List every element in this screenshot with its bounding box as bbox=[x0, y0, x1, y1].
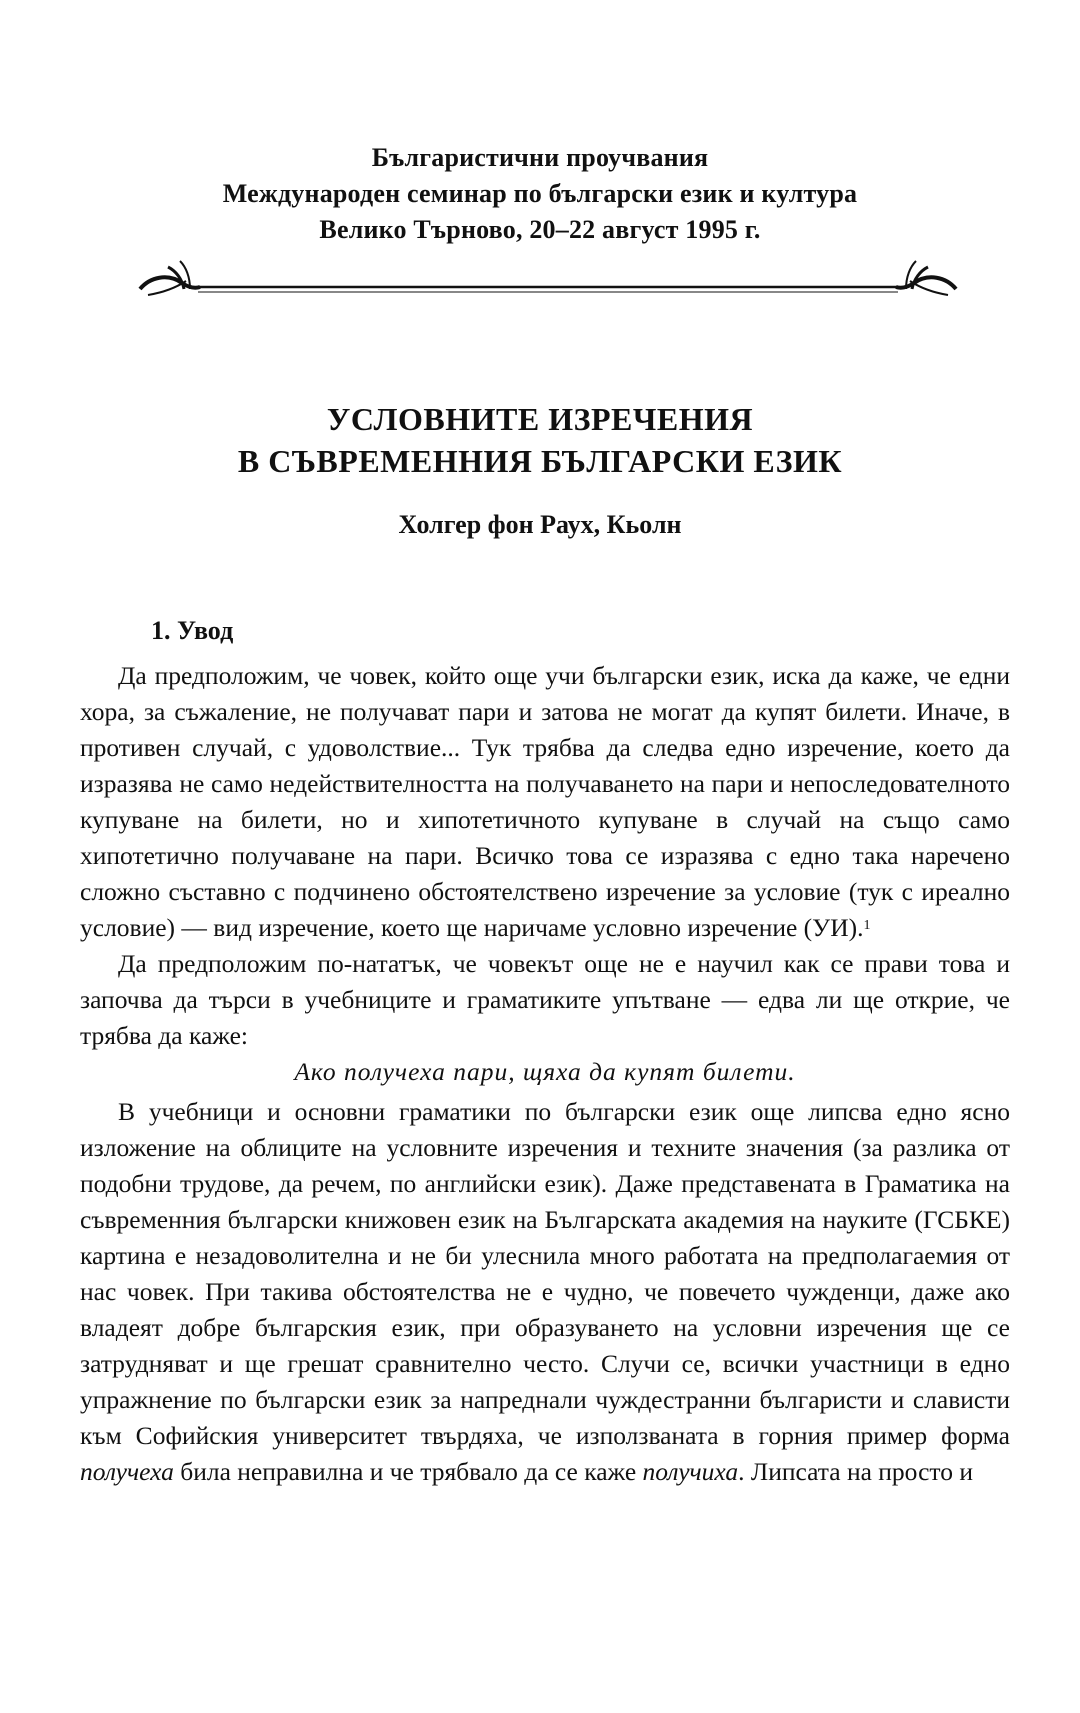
example-sentence: Ако получеха пари, щяха да купят билети. bbox=[294, 1057, 796, 1086]
title-line-2: В СЪВРЕМЕННИЯ БЪЛГАРСКИ ЕЗИК bbox=[237, 443, 843, 479]
example-form-2: получиха bbox=[642, 1457, 739, 1486]
paragraph-2: Да предположим по-нататък, че човекът още не е научил как се прави това и започва да търси в учебниците и граматиките упътване — едва ли ще открие, че трябва да каже: bbox=[80, 949, 1010, 1050]
title-line-1: УСЛОВНИТЕ ИЗРЕЧЕНИЯ bbox=[326, 401, 754, 437]
footnote-ref[interactable]: 1 bbox=[863, 918, 871, 933]
paragraph-3-text-a: В учебници и основни граматики по български език още липсва едно ясно изложение на облиците на условните изречения и техните значения (за разлика от подобни трудове, да речем, по английски език). Даже представената в Граматика на съвременния български книжовен език на Българската академия на науките (ГСБКЕ) картина е незадоволителна и не би улеснила много работата на предполагаемия от нас човек. При такива обстоятелства не е чудно, че повечето чужденци, даже ако владеят добре българския език, при образуването на условни изречения ще се затрудняват и ще грешат сравнително често. Случи се, всички участници в едно упражнение по български език за напреднали чуждестранни българисти и слависти към Софийския университет твърдяха, че използваната в горния пример форма bbox=[80, 1097, 1010, 1450]
paragraph-3-text-b: била неправилна и че трябвало да се каже bbox=[180, 1457, 637, 1486]
paragraph-1-text: Да предположим, че човек, който още учи български език, иска да каже, че едни хора, за съжаление, не получават пари и затова не могат да купят билети. Иначе, в противен случай, с удоволствие... Тук трябва да следва едно изречение, което да изразява не само недействителността на получаването на пари и непоследователното купуване на билети, но и хипотетичното купуване в случай на също само хипотетично получаване на пари. Всичко това се изразява с едно така наречено сложно съставно с подчинено обстоятелствено изречение за условие (тук с иреално условие) — вид изречение, което ще наричаме условно изречение (УИ). bbox=[80, 661, 1010, 942]
author-line: Холгер фон Раух, Кьолн bbox=[398, 510, 682, 539]
article-title bbox=[0, 398, 1080, 482]
paragraph-1 bbox=[80, 658, 1010, 946]
example-form-1: получеха bbox=[80, 1457, 174, 1486]
paragraph-3 bbox=[80, 1094, 1010, 1490]
section-heading: 1. Увод bbox=[151, 616, 234, 645]
ornament-rule-icon bbox=[138, 255, 958, 301]
paragraph-3-text-c: . Липсата на просто и bbox=[738, 1457, 973, 1486]
journal-header bbox=[0, 140, 1080, 248]
journal-title: Българистични проучвания bbox=[371, 143, 709, 172]
article-body bbox=[80, 658, 1010, 1490]
seminar-name: Международен семинар по български език и култура bbox=[222, 179, 858, 208]
seminar-place-date: Велико Търново, 20–22 август 1995 г. bbox=[319, 215, 761, 244]
